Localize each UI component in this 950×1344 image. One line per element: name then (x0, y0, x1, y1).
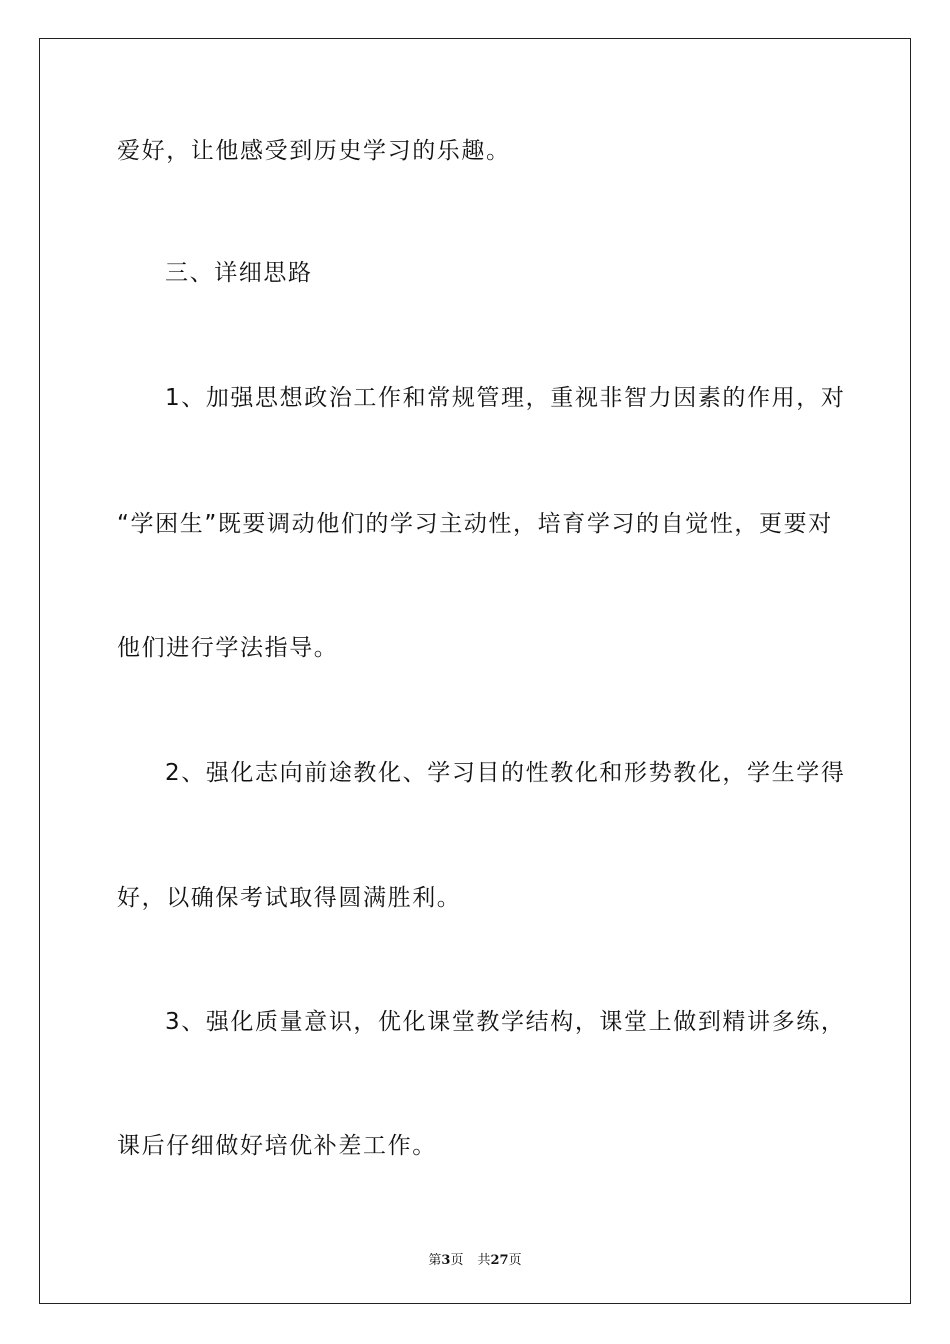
paragraph-line-4: “学困生”既要调动他们的学习主动性，培育学习的自觉性，更要对 (117, 511, 833, 537)
footer-total-prefix: 共 (477, 1253, 491, 1268)
footer-total-pages: 27 (490, 1253, 509, 1268)
page-footer (0, 1249, 950, 1268)
footer-page-number: 3 (441, 1253, 451, 1268)
paragraph-line-8: 3、强化质量意识，优化课堂教学结构，课堂上做到精讲多练， (165, 1009, 846, 1035)
footer-page-prefix: 第 (428, 1253, 442, 1268)
paragraph-line-6: 2、强化志向前途教化、学习目的性教化和形势教化，学生学得 (165, 760, 846, 786)
page-frame (39, 38, 911, 1304)
paragraph-line-7: 好，以确保考试取得圆满胜利。 (117, 885, 462, 911)
section-heading: 三、详细思路 (165, 260, 313, 286)
paragraph-line-1: 爱好，让他感受到历史学习的乐趣。 (117, 138, 511, 164)
footer-page-suffix: 页 (450, 1253, 464, 1268)
paragraph-line-3: 1、加强思想政治工作和常规管理，重视非智力因素的作用，对 (165, 385, 846, 411)
footer-total-suffix: 页 (508, 1253, 522, 1268)
paragraph-line-9: 课后仔细做好培优补差工作。 (117, 1133, 437, 1159)
paragraph-line-5: 他们进行学法指导。 (117, 635, 339, 661)
